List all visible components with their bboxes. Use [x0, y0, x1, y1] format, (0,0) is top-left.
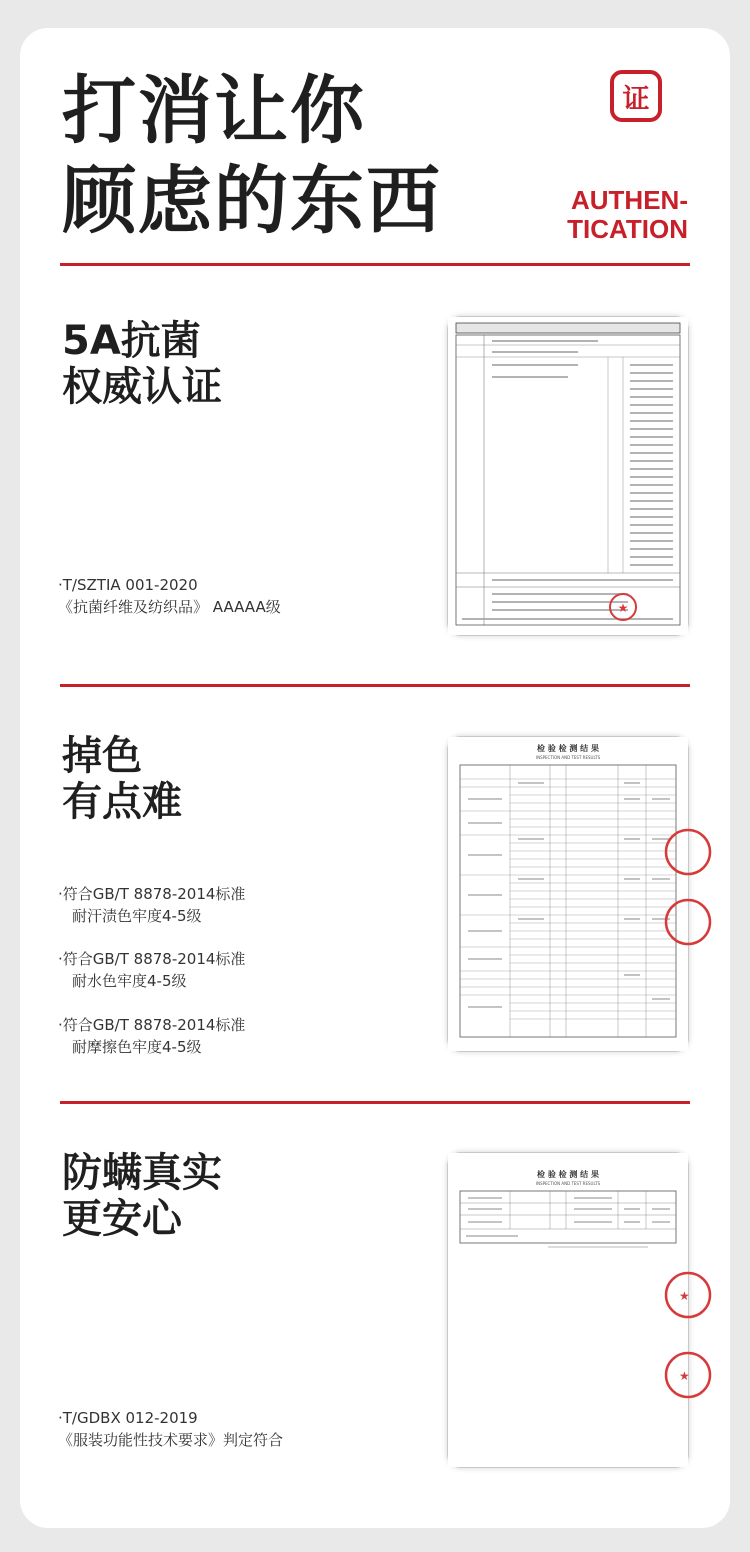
section-title-line2: 权威认证	[62, 364, 222, 410]
note-line1: ·T/SZTIA 001-2020	[58, 576, 198, 594]
svg-text:★: ★	[679, 1289, 690, 1303]
section-title-antibacterial	[62, 318, 222, 410]
report-heading: 检 验 检 测 结 果	[537, 744, 599, 753]
note-line2: 耐水色牢度4-5级	[72, 972, 187, 990]
section-title-line1: 掉色	[62, 733, 142, 779]
svg-text:★: ★	[679, 1369, 690, 1383]
section-title-line1: 5A抗菌	[62, 318, 201, 364]
note-water-fastness	[58, 948, 245, 992]
section-title-colorfastness	[62, 733, 182, 825]
authentication-tag-line1: AUTHEN-	[571, 185, 688, 215]
section-divider	[60, 1101, 690, 1104]
report-subheading: INSPECTION AND TEST RESULTS	[535, 1181, 601, 1186]
note-rubbing-fastness	[58, 1014, 245, 1058]
note-line1: ·符合GB/T 8878-2014标准	[58, 885, 246, 903]
authentication-tag-line2: TICATION	[567, 214, 688, 244]
note-line2: 《抗菌纤维及纺织品》 AAAAA级	[58, 598, 281, 616]
note-line2: 耐汗渍色牢度4-5级	[72, 907, 202, 925]
main-card	[20, 28, 730, 1528]
note-sweat-fastness	[58, 883, 245, 927]
report-heading: 检 验 检 测 结 果	[537, 1170, 599, 1179]
section-title-antimite	[62, 1150, 222, 1242]
section-divider	[60, 684, 690, 687]
note-line1: ·符合GB/T 8878-2014标准	[58, 950, 246, 968]
note-line2: 《服装功能性技术要求》判定符合	[58, 1431, 284, 1449]
note-antimite-standard	[58, 1407, 283, 1451]
section-title-line2: 有点难	[62, 779, 182, 825]
colorfastness-report-image	[447, 736, 689, 1052]
note-line1: ·符合GB/T 8878-2014标准	[58, 1016, 246, 1034]
hero-title-line1: 打消让你	[62, 68, 366, 154]
section-title-line2: 更安心	[62, 1196, 182, 1242]
hero-title-line2: 顾虑的东西	[62, 158, 442, 244]
hero-title	[62, 66, 442, 246]
antimite-report-image	[447, 1152, 689, 1468]
svg-text:★: ★	[617, 601, 629, 615]
note-line2: 耐摩擦色牢度4-5级	[72, 1038, 202, 1056]
note-antibacterial-standard	[58, 574, 281, 618]
antibacterial-certificate-image	[447, 316, 689, 636]
report-subheading: INSPECTION AND TEST RESULTS	[535, 755, 601, 760]
authentication-tag	[567, 186, 688, 244]
section-divider	[60, 263, 690, 266]
section-title-line1: 防螨真实	[62, 1150, 222, 1196]
certificate-badge-icon: 证	[610, 70, 662, 122]
note-line1: ·T/GDBX 012-2019	[58, 1409, 198, 1427]
